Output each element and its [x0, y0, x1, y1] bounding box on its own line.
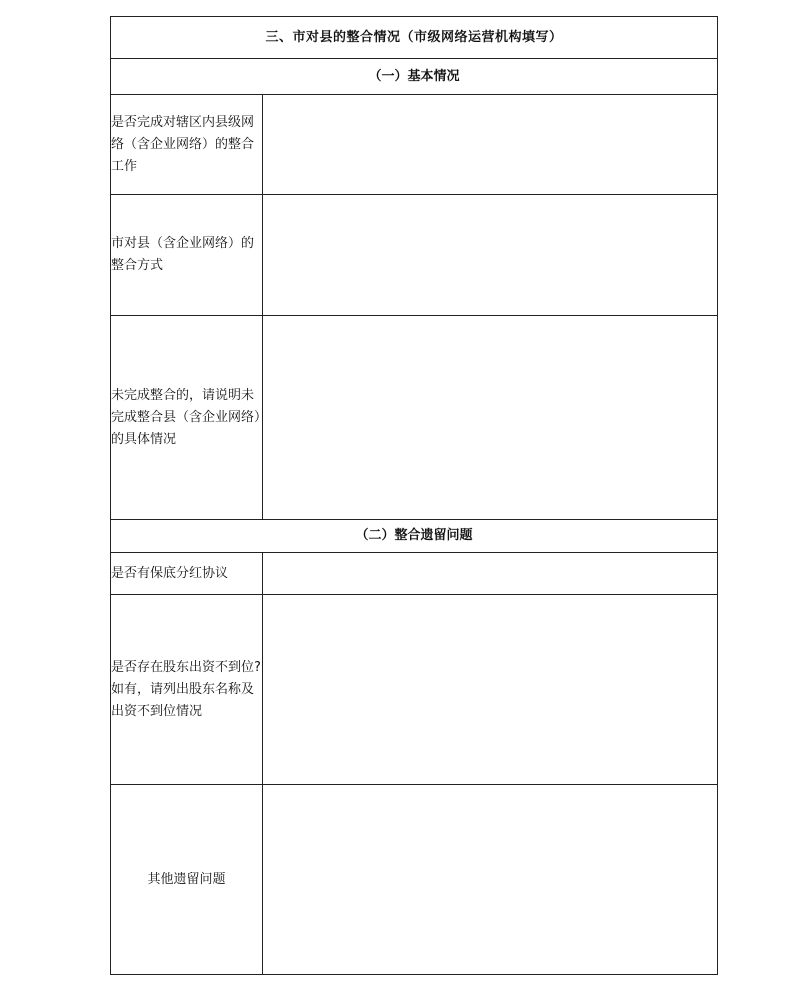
section1-heading-row — [111, 59, 718, 95]
form-title: 三、市对县的整合情况（市级网络运营机构填写） — [111, 17, 718, 59]
section2-heading-row — [111, 520, 718, 553]
table-row — [111, 95, 718, 195]
row-value-incomplete-details[interactable] — [263, 316, 718, 520]
row-value-integration-method[interactable] — [263, 195, 718, 316]
integration-form-table — [110, 16, 718, 975]
row-value-other-issues[interactable] — [263, 785, 718, 975]
title-row — [111, 17, 718, 59]
section1-heading: （一）基本情况 — [111, 59, 718, 95]
row-value-integration-completed[interactable] — [263, 95, 718, 195]
row-value-shareholder-contribution[interactable] — [263, 595, 718, 785]
row-label-integration-completed: 是否完成对辖区内县级网络（含企业网络）的整合工作 — [111, 95, 263, 195]
table-row — [111, 595, 718, 785]
table-row — [111, 785, 718, 975]
table-row — [111, 553, 718, 595]
table-row — [111, 316, 718, 520]
row-label-other-issues: 其他遗留问题 — [111, 785, 263, 975]
row-label-incomplete-details: 未完成整合的，请说明未完成整合县（含企业网络）的具体情况 — [111, 316, 263, 520]
table-row — [111, 195, 718, 316]
row-value-dividend-agreement[interactable] — [263, 553, 718, 595]
row-label-shareholder-contribution: 是否存在股东出资不到位?如有，请列出股东名称及出资不到位情况 — [111, 595, 263, 785]
section2-heading: （二）整合遗留问题 — [111, 520, 718, 553]
row-label-dividend-agreement: 是否有保底分红协议 — [111, 553, 263, 595]
row-label-integration-method: 市对县（含企业网络）的整合方式 — [111, 195, 263, 316]
